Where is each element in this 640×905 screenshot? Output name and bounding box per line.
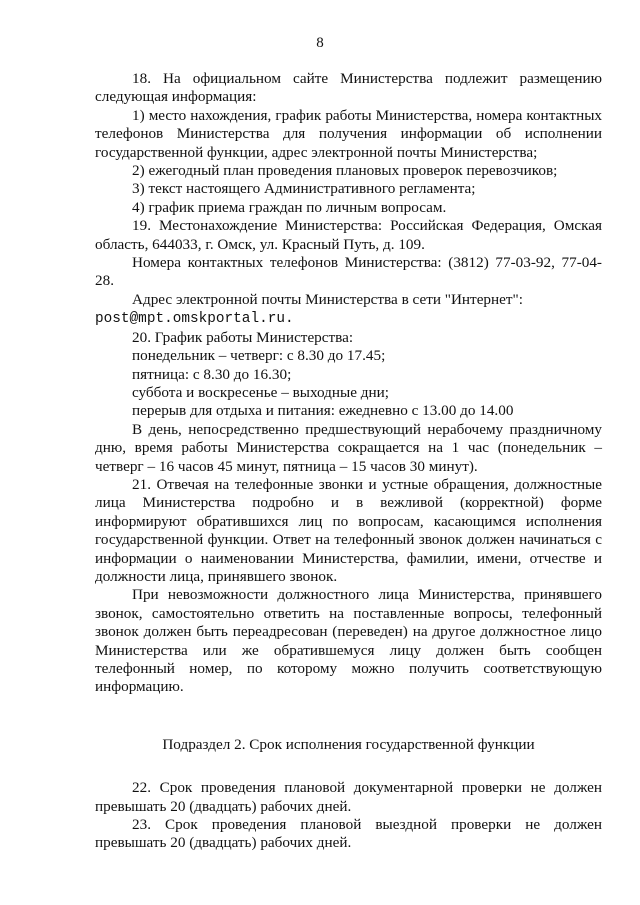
phone-numbers: Номера контактных телефонов Министерства: (3812) 77-03-92, 77-04-28.: [95, 254, 602, 290]
list-item-1: 1) место нахождения, график работы Министерства, номера контактных телефонов Министерства для получения информации об исполнении государственной функции, адрес электронной почты Министерства;: [95, 106, 602, 161]
paragraph-23: 23. Срок проведения плановой выездной проверки не должен превышать 20 (двадцать) рабочих дней.: [95, 816, 602, 852]
paragraph-18: 18. На официальном сайте Министерства подлежит размещению следующая информация:: [95, 70, 602, 106]
redirect-call-paragraph: При невозможности должностного лица Министерства, принявшего звонок, самостоятельно ответить на поставленные вопросы, телефонный звонок должен быть переадресован (переведен) на другое должностное лицо Министерства или же обратившемуся лицу должен быть сообщен телефонный номер, по которому можно получить соответствующую информацию.: [95, 586, 602, 696]
list-item-2: 2) ежегодный план проведения плановых проверок перевозчиков;: [132, 162, 558, 180]
page-number: 8: [316, 35, 324, 51]
schedule-mon-thu: понедельник – четверг: с 8.30 до 17.45;: [132, 347, 386, 365]
list-item-3: 3) текст настоящего Административного регламента;: [132, 180, 476, 198]
list-item-4: 4) график приема граждан по личным вопросам.: [132, 198, 447, 216]
paragraph-20: 20. График работы Министерства:: [132, 328, 354, 346]
paragraph-22: 22. Срок проведения плановой документарной проверки не должен превышать 20 (двадцать) рабочих дней.: [95, 779, 602, 815]
pre-holiday-note: В день, непосредственно предшествующий нерабочему праздничному дню, время работы Министерства сокращается на 1 час (понедельник – четверг – 16 часов 45 минут, пятница – 15 часов 30 минут).: [95, 420, 602, 475]
paragraph-19: 19. Местонахождение Министерства: Российская Федерация, Омская область, 644033, г. Омск, ул. Красный Путь, д. 109.: [95, 217, 602, 253]
subsection-title: Подраздел 2. Срок исполнения государственной функции: [162, 735, 535, 753]
schedule-break: перерыв для отдыха и питания: ежедневно с 13.00 до 14.00: [132, 402, 514, 420]
paragraph-21: 21. Отвечая на телефонные звонки и устные обращения, должностные лица Министерства подробно и в вежливой (корректной) форме информируют обратившихся лиц по вопросам, касающимся исполнения государственной функции. Ответ на телефонный звонок должен начинаться с информации о наименовании Министерства, фамилии, имени, отчестве и должности лица, принявшего звонок.: [95, 475, 602, 585]
schedule-weekend: суббота и воскресенье – выходные дни;: [132, 383, 389, 401]
document-body: [95, 70, 602, 853]
email-address-line: [95, 309, 602, 328]
email-address: post@mpt.omskportal.ru.: [95, 311, 294, 328]
schedule-friday: пятница: с 8.30 до 16.30;: [132, 365, 292, 383]
email-label: Адрес электронной почты Министерства в сети "Интернет":: [132, 290, 523, 308]
